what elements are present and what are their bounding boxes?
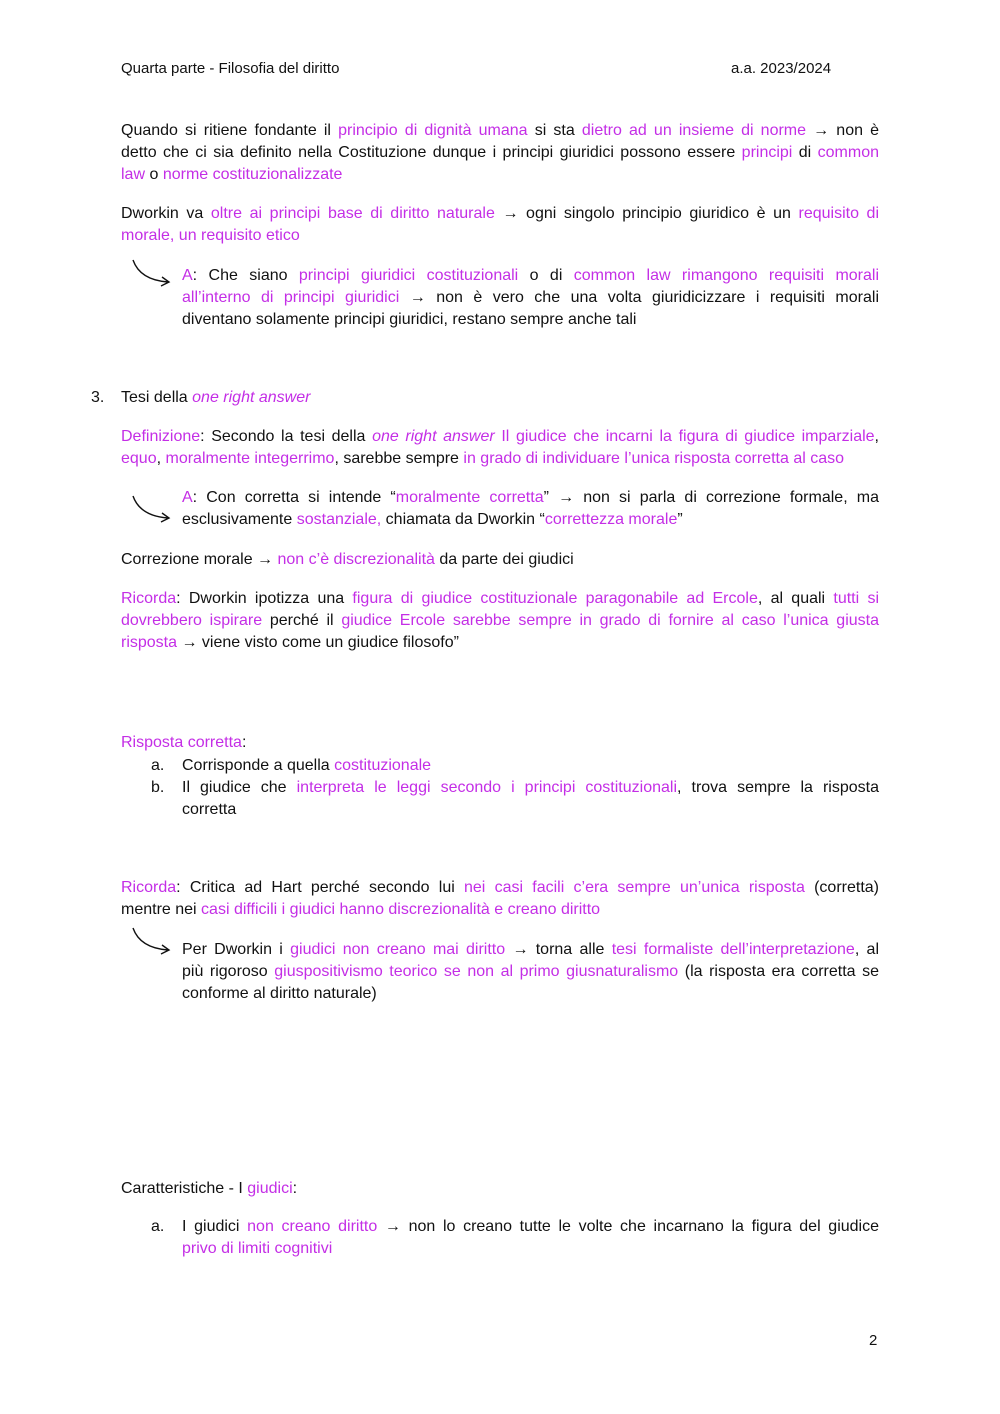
paragraph-dworkin-line2: morale, un requisito etico [121,227,300,244]
curved-arrow-icon [130,258,176,288]
note-formaliste: Per Dworkin i giudici non creano mai diritto → torna alle tesi formaliste dell’interpretazione, al [182,941,880,958]
curved-arrow-icon [130,494,176,524]
note-requisiti-morali: A: Che siano principi giuridici costituzionali o di common law rimangono requisiti morali [182,267,880,284]
paragraph-dworkin: Dworkin va oltre ai principi base di diritto naturale → ogni singolo principio giuridico è un requisito di [121,205,880,222]
correzione-morale: Correzione morale → non c’è discrezionalità da parte dei giudici [121,551,574,568]
list-marker-b: b. [151,779,165,796]
list-item: I giudici non creano diritto → non lo creano tutte le volte che incarnano la figura del giudice [182,1218,880,1235]
list-item-line2: corretta [182,801,237,818]
list-item-line2: privo di limiti cognitivi [182,1240,333,1257]
header-left: Quarta parte - Filosofia del diritto [121,60,340,77]
list-item: Il giudice che interpreta le leggi secondo i principi costituzionali, trova sempre la risposta [182,779,880,796]
ricorda-hart-line2: mentre nei casi difficili i giudici hanno discrezionalità e creano diritto [121,901,601,918]
ricorda-hart: Ricorda: Critica ad Hart perché secondo lui nei casi facili c’era sempre un’unica risposta (corretta) [121,879,880,896]
section-number: 3. [91,389,105,406]
list-marker-a: a. [151,1218,165,1235]
note-requisiti-morali-line2: all’interno di principi giuridici → non è vero che una volta giuridicizzare i requisiti morali [182,289,879,306]
header-right: a.a. 2023/2024 [731,60,832,77]
note-formaliste-line2: più rigoroso giuspositivismo teorico se non al primo giusnaturalismo (la risposta era corretta se [182,963,880,980]
paragraph-dignita-line2: detto che ci sia definito nella Costituzione dunque i principi giuridici possono essere principi di common [121,144,880,161]
ricorda-ercole-line2: dovrebbero ispirare perché il giudice Ercole sarebbe sempre in grado di fornire al caso l’unica giusta [121,612,880,629]
paragraph-dignita-line3: law o norme costituzionalizzate [121,166,343,183]
curved-arrow-icon [130,926,176,956]
note-correttezza-line2: esclusivamente sostanziale, chiamata da Dworkin “correttezza morale” [182,511,683,528]
note-correttezza: A: Con corretta si intende “moralmente corretta” → non si parla di correzione formale, ma [182,489,879,506]
note-formaliste-line3: conforme al diritto naturale) [182,985,377,1002]
list-item: Corrisponde a quella costituzionale [182,757,432,774]
ricorda-ercole-line3: risposta → viene visto come un giudice filosofo” [121,634,459,651]
page-number: 2 [869,1332,878,1349]
ricorda-ercole: Ricorda: Dworkin ipotizza una figura di giudice costituzionale paragonabile ad Ercole, al quali tutti si [121,590,880,607]
list-marker-a: a. [151,757,165,774]
definition-line2: equo, moralmente integerrimo, sarebbe sempre in grado di individuare l’unica risposta corretta al caso [121,450,845,467]
section-title: Tesi della one right answer [121,389,311,406]
risposta-corretta-title: Risposta corretta: [121,734,247,751]
paragraph-dignita: Quando si ritiene fondante il principio di dignità umana si sta dietro ad un insieme di norme → non è [121,122,880,139]
definition: Definizione: Secondo la tesi della one right answer Il giudice che incarni la figura di giudice imparziale, [121,428,879,445]
caratteristiche-title: Caratteristiche - I giudici: [121,1180,298,1197]
note-requisiti-morali-line3: diventano solamente principi giuridici, restano sempre anche tali [182,311,637,328]
